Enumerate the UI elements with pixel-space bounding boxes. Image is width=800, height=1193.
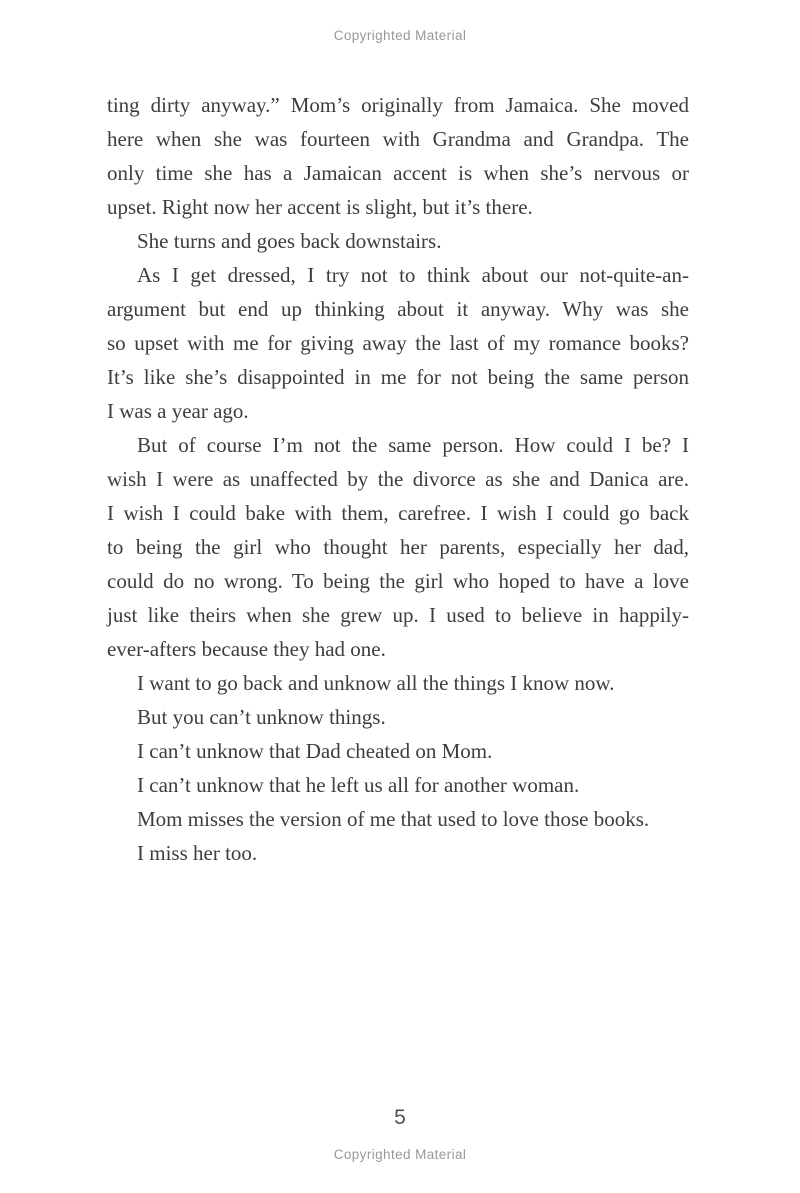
text-line: As I get dressed, I try not to think about our not-quite-an- xyxy=(137,263,689,287)
text-line: here when she was fourteen with Grandma and Grandpa. The xyxy=(107,127,689,151)
text-line: only time she has a Jamaican accent is when she’s nervous or xyxy=(107,161,689,185)
text-line: I wish I could bake with them, carefree. I wish I could go back xyxy=(107,501,689,525)
text-line: I want to go back and unknow all the things I know now. xyxy=(137,671,615,695)
paragraph xyxy=(107,224,689,258)
text-block xyxy=(107,88,689,870)
text-line: to being the girl who thought her parents, especially her dad, xyxy=(107,535,689,559)
paragraph xyxy=(107,802,689,836)
text-line: It’s like she’s disappointed in me for not being the same person xyxy=(107,365,689,389)
text-line: I miss her too. xyxy=(137,841,258,865)
copyright-notice-top: Copyrighted Material xyxy=(333,28,467,43)
text-line: But of course I’m not the same person. How could I be? I xyxy=(137,433,689,457)
paragraph xyxy=(107,258,689,428)
copyright-notice-bottom: Copyrighted Material xyxy=(333,1147,467,1162)
text-line: She turns and goes back downstairs. xyxy=(137,229,442,253)
text-line: But you can’t unknow things. xyxy=(137,705,386,729)
text-line: I can’t unknow that Dad cheated on Mom. xyxy=(137,739,493,763)
text-line: I can’t unknow that he left us all for another woman. xyxy=(137,773,580,797)
text-line: wish I were as unaffected by the divorce as she and Danica are. xyxy=(107,467,689,491)
text-line: ting dirty anyway.” Mom’s originally from Jamaica. She moved xyxy=(107,93,689,117)
paragraph xyxy=(107,734,689,768)
text-line: so upset with me for giving away the last of my romance books? xyxy=(107,331,689,355)
paragraph xyxy=(107,700,689,734)
text-line: Mom misses the version of me that used to love those books. xyxy=(137,807,650,831)
paragraph xyxy=(107,768,689,802)
paragraph xyxy=(107,88,689,224)
paragraph xyxy=(107,428,689,666)
text-line: argument but end up thinking about it anyway. Why was she xyxy=(107,297,689,321)
paragraph xyxy=(107,836,689,870)
paragraph xyxy=(107,666,689,700)
text-line: I was a year ago. xyxy=(107,399,249,423)
text-line: upset. Right now her accent is slight, but it’s there. xyxy=(107,195,533,219)
text-line: could do no wrong. To being the girl who hoped to have a love xyxy=(107,569,689,593)
text-line: ever-afters because they had one. xyxy=(107,637,386,661)
page-number: 5 xyxy=(394,1106,406,1129)
text-line: just like theirs when she grew up. I used to believe in happily- xyxy=(107,603,689,627)
